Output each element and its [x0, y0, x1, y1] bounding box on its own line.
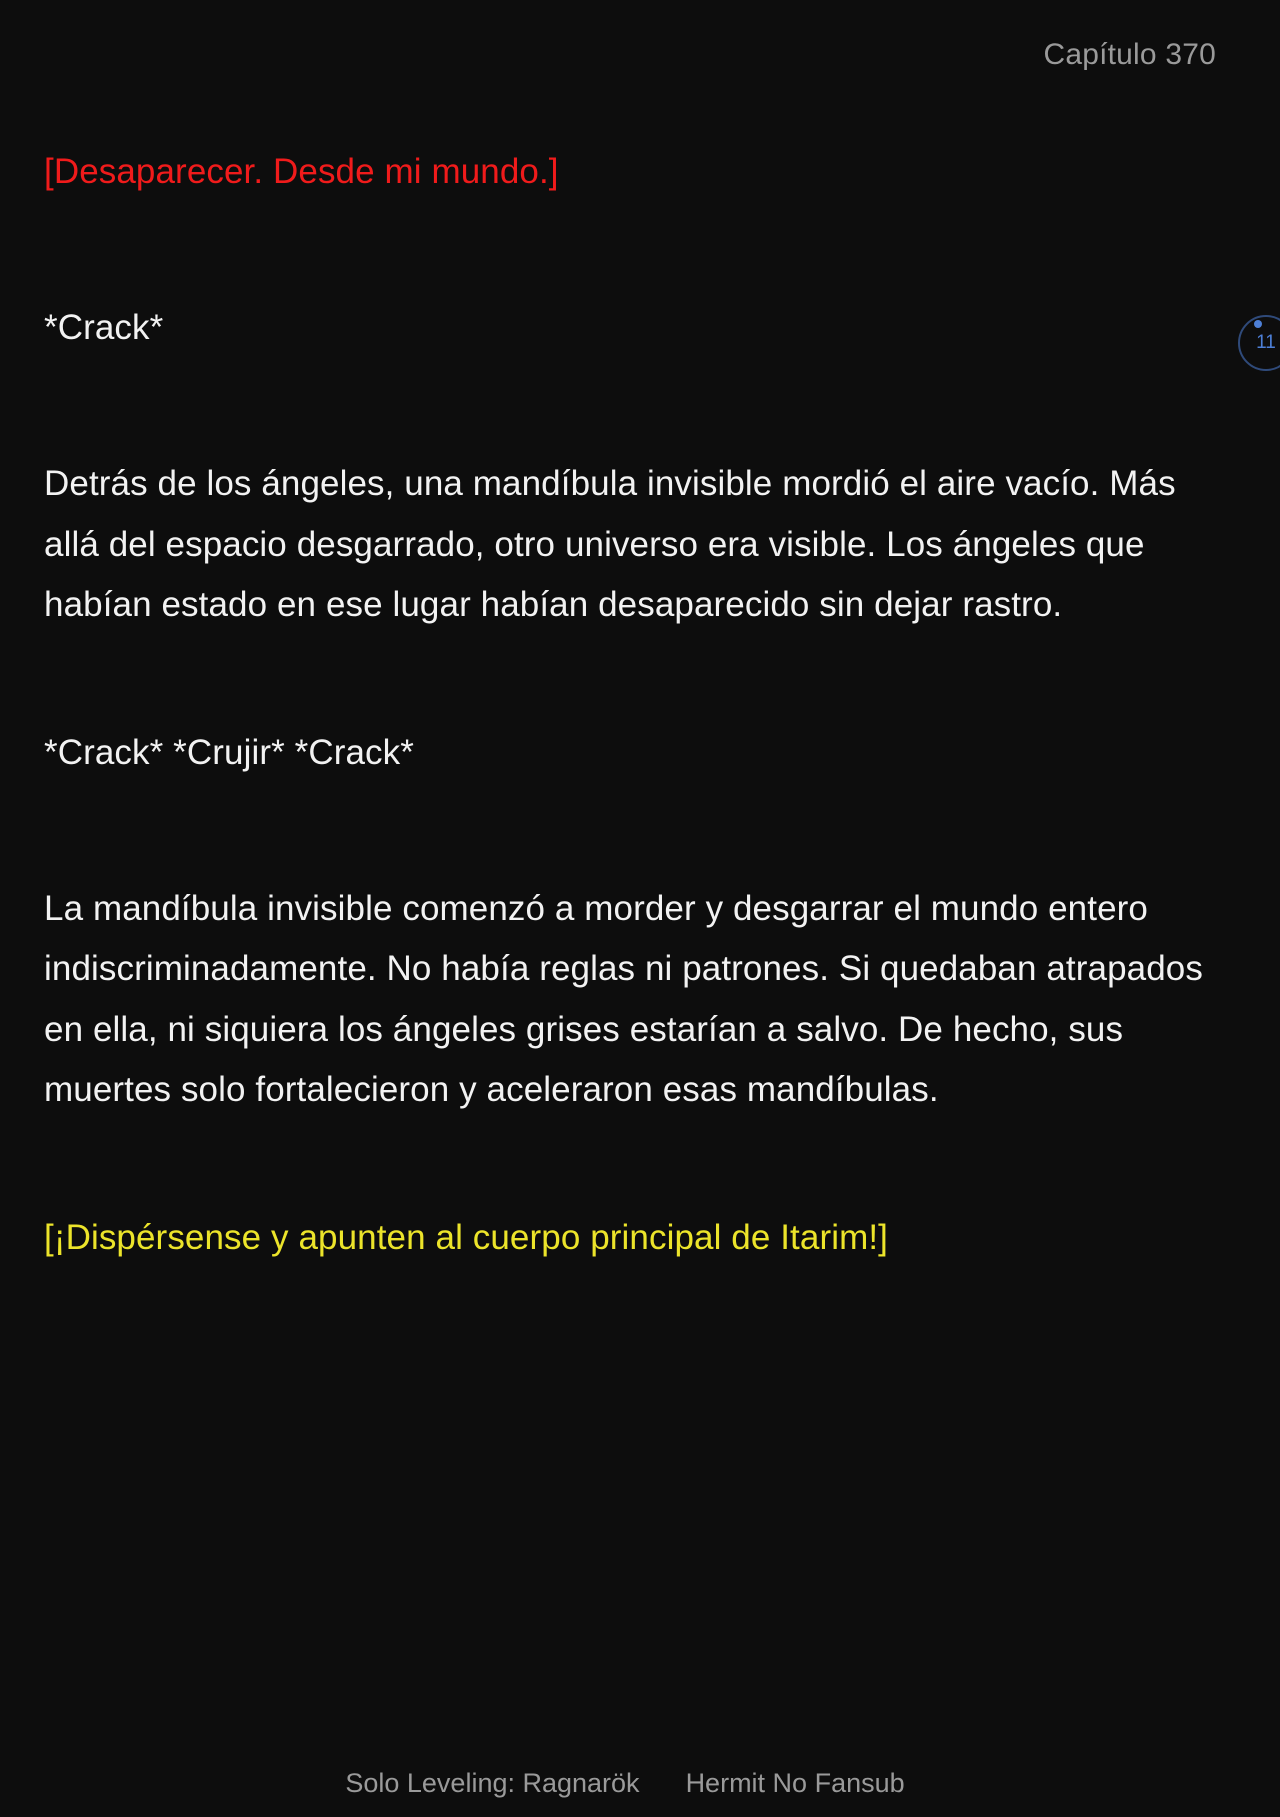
- skill-line: [Desaparecer. Desde mi mundo.]: [44, 152, 559, 191]
- narration-paragraph: La mandíbula invisible comenzó a morder y desgarrar el mundo entero indiscriminadamente. No había reglas ni patrones. Si quedaban atrapados en ella, ni siquiera los ángeles grises estarían a salvo. De hecho, sus muertes solo fortalecieron y aceleraron esas mandíbulas.: [44, 889, 1203, 1109]
- chapter-number-label: Capítulo 370: [1043, 38, 1216, 71]
- page-indicator-count: 11: [1256, 332, 1276, 353]
- chapter-text-body: [44, 142, 1236, 1268]
- sound-effect-line: *Crack*: [44, 308, 164, 348]
- sound-effect-line: *Crack* *Crujir* *Crack*: [44, 732, 414, 772]
- badge-dot-icon: [1254, 320, 1262, 328]
- series-title-label: Solo Leveling: Ragnarök: [345, 1768, 640, 1798]
- skill-line: [¡Dispérsense y apunten al cuerpo principal de Itarim!]: [44, 1217, 888, 1257]
- page-indicator-badge[interactable]: [1238, 315, 1280, 371]
- fansub-group-label: Hermit No Fansub: [685, 1768, 905, 1798]
- narration-paragraph: Detrás de los ángeles, una mandíbula invisible mordió el aire vacío. Más allá del espacio desgarrado, otro universo era visible. Los ángeles que habían estado en ese lugar habían desaparecido sin dejar rastro.: [44, 464, 1176, 624]
- page-footer: [0, 1768, 1280, 1799]
